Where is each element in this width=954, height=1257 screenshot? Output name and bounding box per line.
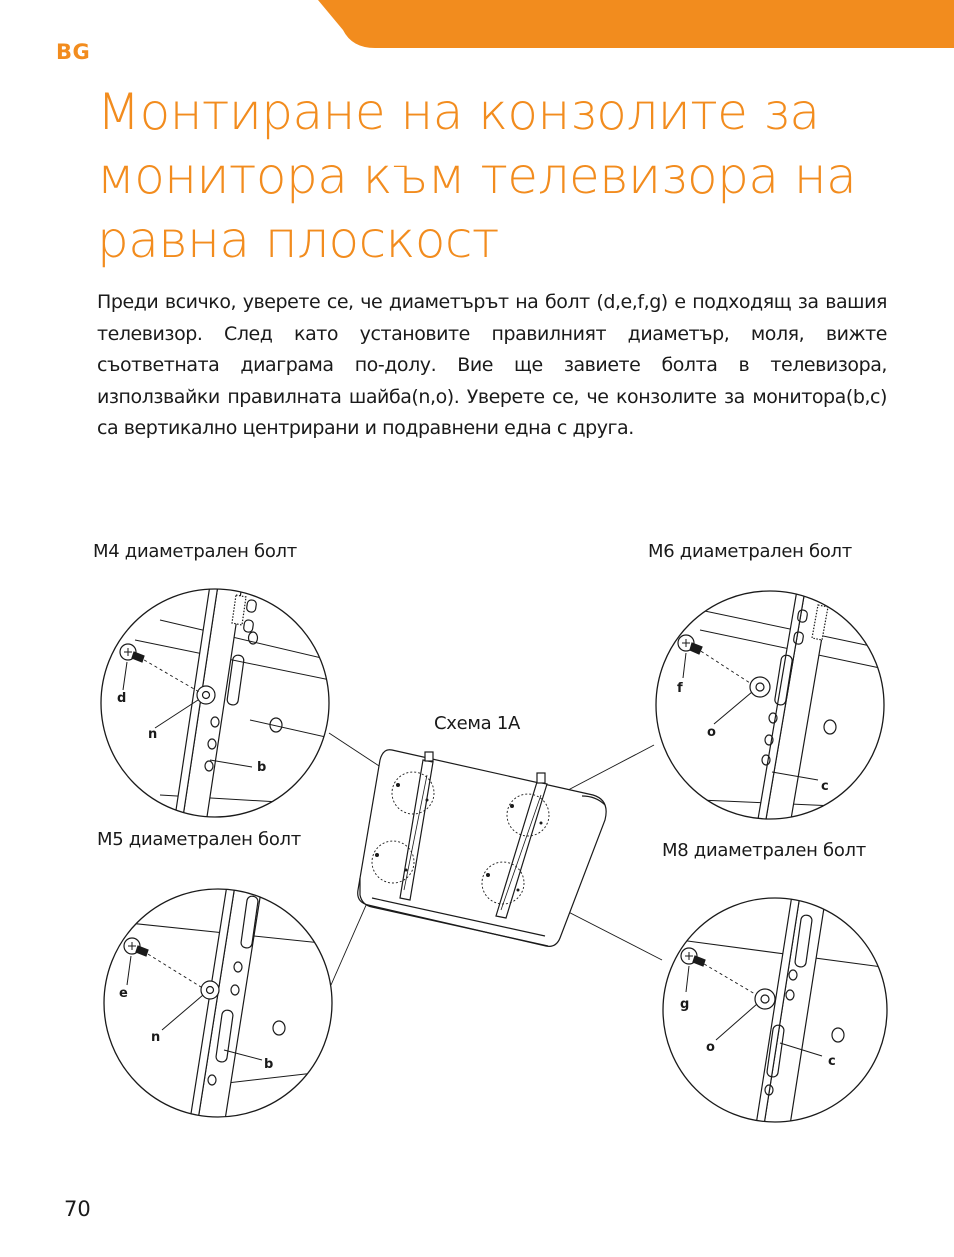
label-washer-n-2: n xyxy=(151,1030,161,1045)
label-washer-o-2: o xyxy=(706,1040,715,1055)
detail-m8-circle xyxy=(663,895,890,1125)
detail-label-m8: M8 диаметрален болт xyxy=(662,840,866,861)
detail-label-m5: M5 диаметрален болт xyxy=(97,829,301,850)
label-bolt-g: g xyxy=(680,997,690,1012)
label-bracket-c-2: c xyxy=(828,1054,836,1069)
label-washer-n: n xyxy=(148,727,158,742)
tv-back-panel-icon xyxy=(358,750,606,947)
detail-label-m4: M4 диаметрален болт xyxy=(93,541,297,562)
label-bracket-b: b xyxy=(257,760,267,775)
label-bolt-e: e xyxy=(119,986,128,1001)
intro-paragraph: Преди всичко, уверете се, че диаметърът на болт (d,e,f,g) е подходящ за вашия телевизор. След като установите правилният диаметър, моля, вижте съответната диаграма по-долу. Вие ще завиете болта в телевизора, използвайки правилната шайба(n,o). Уверете се, че конзолите за монитора(b,c) са вертикално центрирани и подравнени една с друга. xyxy=(97,291,887,439)
detail-label-m6: M6 диаметрален болт xyxy=(648,541,852,562)
detail-m6-circle xyxy=(656,590,884,825)
page-number: 70 xyxy=(64,1197,91,1221)
detail-m4-circle xyxy=(101,585,330,830)
schema-label: Схема 1A xyxy=(434,713,520,734)
label-washer-o: o xyxy=(707,725,716,740)
label-bracket-c: c xyxy=(821,779,829,794)
detail-m5-circle xyxy=(100,885,340,1120)
page-title: Монтиране на конзолите за монитора към телевизора на равна плоскост xyxy=(97,83,857,269)
label-bracket-b-2: b xyxy=(264,1057,274,1072)
label-bolt-f: f xyxy=(677,681,683,696)
label-bolt-d: d xyxy=(117,691,127,706)
language-tag: BG xyxy=(56,40,91,64)
